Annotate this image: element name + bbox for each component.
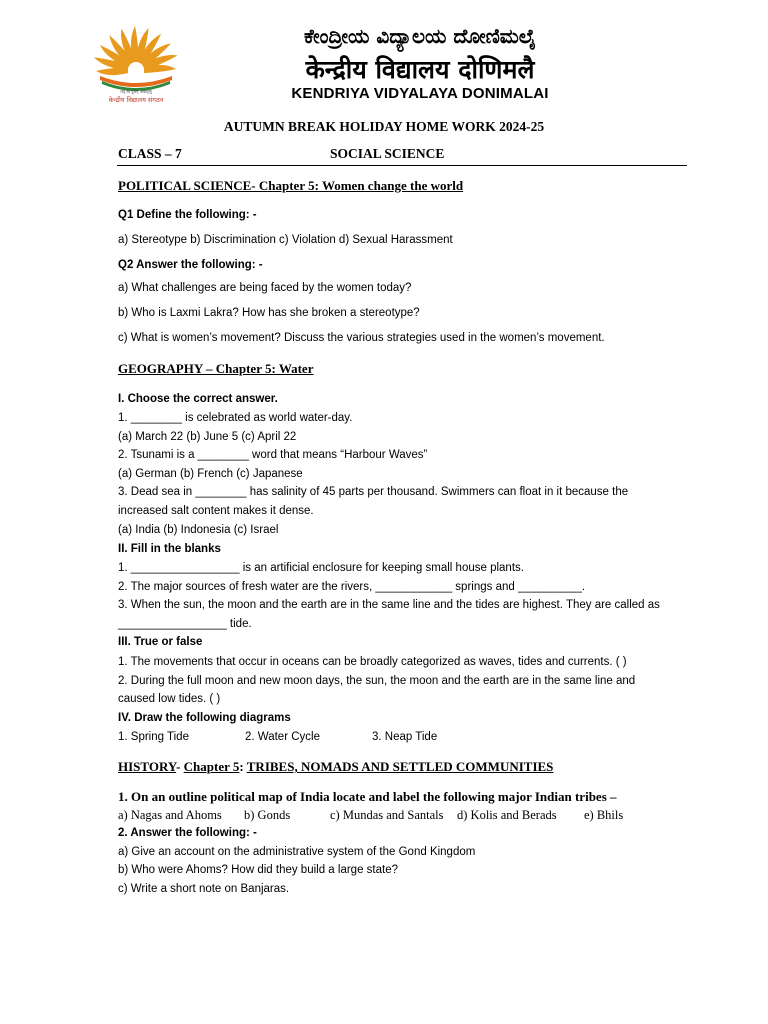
q1-title: Q1 Define the following: - [118, 209, 257, 221]
geo-fill-2: 2. The major sources of fresh water are the rivers, ____________ springs and __________. [118, 581, 586, 593]
geo-fill-1: 1. _________________ is an artificial enclosure for keeping small house plants. [118, 562, 524, 574]
geo-section-1-title: I. Choose the correct answer. [118, 393, 278, 405]
tribe-option-d: d) Kolis and Berads [457, 808, 557, 822]
geography-heading: GEOGRAPHY – Chapter 5: Water [118, 361, 314, 376]
history-q1-title: 1. On an outline political map of India locate and label the following major Indian tribes – [118, 789, 617, 804]
geo-q3-options: (a) India (b) Indonesia (c) Israel [118, 524, 279, 536]
history-heading-subject: HISTORY [118, 759, 177, 774]
geo-q3-line2: increased salt content makes it dense. [118, 505, 314, 517]
geo-q2: 2. Tsunami is a ________ word that means “Harbour Waves” [118, 449, 428, 461]
geo-section-2-title: II. Fill in the blanks [118, 543, 221, 555]
diagram-item-2: 2. Water Cycle [245, 731, 320, 743]
history-q2-item-b: b) Who were Ahoms? How did they build a large state? [118, 864, 398, 876]
homework-title: AUTUMN BREAK HOLIDAY HOME WORK 2024-25 [223, 119, 545, 134]
tribe-option-c: c) Mundas and Santals [330, 808, 444, 822]
tribe-option-b: b) Gonds [244, 808, 291, 822]
q2-item-c: c) What is women’s movement? Discuss the various strategies used in the women’s movement. [118, 332, 605, 344]
geo-q1-options: (a) March 22 (b) June 5 (c) April 22 [118, 431, 297, 443]
geo-tf-2-line1: 2. During the full moon and new moon days, the sun, the moon and the earth are in the same line and [118, 675, 636, 687]
history-heading [118, 760, 553, 774]
diagram-item-3: 3. Neap Tide [372, 731, 438, 743]
q1-terms: a) Stereotype b) Discrimination c) Violation d) Sexual Harassment [118, 234, 453, 246]
school-name-english: KENDRIYA VIDYALAYA DONIMALAI [291, 85, 549, 102]
logo-caption: केन्द्रीय विद्यालय संगठन [108, 96, 164, 104]
school-name-hindi: केन्द्रीय विद्यालय दोणिमलै [305, 55, 535, 84]
q2-title: Q2 Answer the following: - [118, 259, 263, 271]
header-divider [117, 165, 687, 166]
history-heading-chapter: Chapter 5 [183, 759, 240, 774]
geo-section-3-title: III. True or false [118, 636, 203, 648]
sun-rays [93, 26, 179, 75]
geo-fill-3-line2: _________________ tide. [118, 618, 252, 630]
tribe-option-e: e) Bhils [584, 808, 624, 822]
history-q2-item-c: c) Write a short note on Banjaras. [118, 883, 290, 895]
class-label: CLASS – 7 [118, 146, 182, 161]
diagram-item-1: 1. Spring Tide [118, 731, 189, 743]
geo-q3-line1: 3. Dead sea in ________ has salinity of 45 parts per thousand. Swimmers can float in it because the [118, 486, 629, 498]
kvs-logo [86, 24, 186, 106]
school-name-kannada: ಕೇಂದ್ರೀಯ ವಿದ್ಯಾಲಯ ದೋಣಿಮಲೈ [304, 24, 536, 48]
geo-q2-options: (a) German (b) French (c) Japanese [118, 468, 303, 480]
geo-fill-3-line1: 3. When the sun, the moon and the earth are in the same line and the tides are highest. They are called as [118, 599, 660, 611]
subject-label: SOCIAL SCIENCE [330, 146, 445, 161]
geo-section-4-title: IV. Draw the following diagrams [118, 712, 291, 724]
history-heading-colon: : [239, 759, 247, 774]
geo-q1: 1. ________ is celebrated as world water-day. [118, 412, 353, 424]
tribe-option-a: a) Nagas and Ahoms [118, 808, 222, 822]
history-q2-title: 2. Answer the following: - [118, 827, 257, 839]
logo-motto: तत् त्वं पूषन् अपावृणु [120, 89, 152, 94]
geo-tf-1: 1. The movements that occur in oceans can be broadly categorized as waves, tides and currents. ( ) [118, 656, 627, 668]
q2-item-a: a) What challenges are being faced by the women today? [118, 282, 412, 294]
q2-item-b: b) Who is Laxmi Lakra? How has she broken a stereotype? [118, 307, 420, 319]
geo-tf-2-line2: caused low tides. ( ) [118, 693, 221, 705]
history-heading-dash: - [176, 759, 184, 774]
history-q2-item-a: a) Give an account on the administrative system of the Gond Kingdom [118, 846, 476, 858]
political-science-heading: POLITICAL SCIENCE- Chapter 5: Women change the world [118, 178, 464, 193]
history-heading-topic: TRIBES, NOMADS AND SETTLED COMMUNITIES [246, 759, 554, 774]
